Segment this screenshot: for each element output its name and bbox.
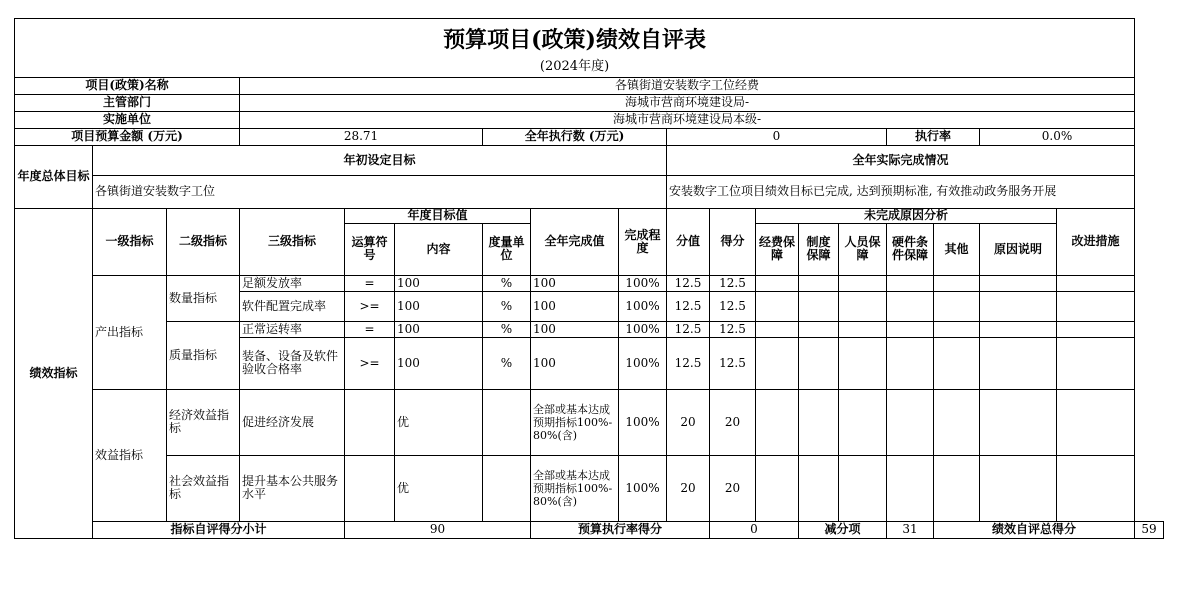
indicator-score: 20	[710, 455, 756, 521]
indicator-completion: 100%	[619, 321, 667, 337]
dept-value: 海城市营商环境建设局-	[240, 94, 1135, 111]
indicator-value: 12.5	[667, 291, 710, 321]
benefit-group: 效益指标	[93, 389, 167, 521]
indicator-name: 促进经济发展	[240, 389, 345, 455]
indicator-completion: 100%	[619, 389, 667, 455]
staff-header: 人员保障	[839, 223, 887, 275]
indicator-actual: 100	[531, 321, 619, 337]
indicator-content: 100	[395, 337, 483, 389]
indicator-name: 正常运转率	[240, 321, 345, 337]
level2-header: 二级指标	[167, 208, 240, 275]
improve-header: 改进措施	[1057, 208, 1135, 275]
unit-header: 度量单位	[483, 223, 531, 275]
dept-label: 主管部门	[15, 94, 240, 111]
score-value-header: 分值	[667, 208, 710, 275]
actual-goal-text: 安装数字工位项目绩效目标已完成, 达到预期标准, 有效推动政务服务开展	[667, 175, 1135, 208]
indicator-name: 软件配置完成率	[240, 291, 345, 321]
actual-goal-header: 全年实际完成情况	[667, 145, 1135, 175]
indicator-completion: 100%	[619, 455, 667, 521]
indicator-completion: 100%	[619, 275, 667, 291]
quantity-group: 数量指标	[167, 275, 240, 321]
indicator-op: >=	[345, 291, 395, 321]
indicator-actual: 100	[531, 275, 619, 291]
deduct-value: 31	[887, 521, 934, 538]
indicator-completion: 100%	[619, 337, 667, 389]
annual-goal-label: 年度总体目标	[15, 145, 93, 208]
social-group: 社会效益指标	[167, 455, 240, 521]
subtotal-label: 指标自评得分小计	[93, 521, 345, 538]
indicator-actual: 全部或基本达成预期指标100%-80%(含)	[531, 455, 619, 521]
indicator-value: 20	[667, 455, 710, 521]
evaluation-table	[14, 18, 1164, 539]
unit-value: 海城市营商环境建设局本级-	[240, 111, 1135, 128]
budget-rate-score-value: 0	[710, 521, 799, 538]
indicator-content: 优	[395, 389, 483, 455]
unit-label: 实施单位	[15, 111, 240, 128]
hardware-header: 硬件条件保障	[887, 223, 934, 275]
quality-group: 质量指标	[167, 321, 240, 389]
indicator-actual: 100	[531, 291, 619, 321]
indicator-unit	[483, 455, 531, 521]
indicator-op: >=	[345, 337, 395, 389]
indicator-value: 12.5	[667, 321, 710, 337]
indicator-score: 12.5	[710, 321, 756, 337]
reason-analysis-header: 未完成原因分析	[756, 208, 1057, 223]
indicator-unit	[483, 389, 531, 455]
level3-header: 三级指标	[240, 208, 345, 275]
indicator-unit: %	[483, 291, 531, 321]
indicator-unit: %	[483, 275, 531, 291]
indicator-score: 12.5	[710, 275, 756, 291]
rate-label: 执行率	[887, 128, 980, 145]
economic-group: 经济效益指标	[167, 389, 240, 455]
indicator-content: 100	[395, 321, 483, 337]
indicator-value: 20	[667, 389, 710, 455]
score-header: 得分	[710, 208, 756, 275]
total-score-label: 绩效自评总得分	[934, 521, 1135, 538]
total-score-value: 59	[1135, 521, 1164, 538]
indicator-content: 100	[395, 275, 483, 291]
output-group: 产出指标	[93, 275, 167, 389]
indicator-name: 装备、设备及软件验收合格率	[240, 337, 345, 389]
rate-value: 0.0%	[980, 128, 1135, 145]
other-header: 其他	[934, 223, 980, 275]
indicator-value: 12.5	[667, 337, 710, 389]
evaluation-sheet	[14, 18, 1164, 539]
indicator-value: 12.5	[667, 275, 710, 291]
indicator-unit: %	[483, 321, 531, 337]
op-header: 运算符号	[345, 223, 395, 275]
initial-goal-header: 年初设定目标	[93, 145, 667, 175]
funds-header: 经费保障	[756, 223, 799, 275]
deduct-label: 减分项	[799, 521, 887, 538]
system-header: 制度保障	[799, 223, 839, 275]
indicator-score: 12.5	[710, 291, 756, 321]
indicator-name: 足额发放率	[240, 275, 345, 291]
perf-indicator-label: 绩效指标	[15, 208, 93, 538]
page-title: 预算项目(政策)绩效自评表	[15, 19, 1135, 57]
indicator-op	[345, 389, 395, 455]
annual-target-header: 年度目标值	[345, 208, 531, 223]
indicator-actual: 全部或基本达成预期指标100%-80%(含)	[531, 389, 619, 455]
indicator-content: 优	[395, 455, 483, 521]
indicator-score: 20	[710, 389, 756, 455]
indicator-op	[345, 455, 395, 521]
indicator-score: 12.5	[710, 337, 756, 389]
year-subtitle: (2024年度)	[15, 57, 1135, 78]
exec-value: 0	[667, 128, 887, 145]
project-name-value: 各镇街道安装数字工位经费	[240, 77, 1135, 94]
indicator-unit: %	[483, 337, 531, 389]
completion-header: 完成程度	[619, 208, 667, 275]
exec-label: 全年执行数 (万元)	[483, 128, 667, 145]
budget-rate-score-label: 预算执行率得分	[531, 521, 710, 538]
reason-desc-header: 原因说明	[980, 223, 1057, 275]
budget-value: 28.71	[240, 128, 483, 145]
indicator-op: =	[345, 275, 395, 291]
project-name-label: 项目(政策)名称	[15, 77, 240, 94]
content-header: 内容	[395, 223, 483, 275]
indicator-content: 100	[395, 291, 483, 321]
indicator-completion: 100%	[619, 291, 667, 321]
initial-goal-text: 各镇街道安装数字工位	[93, 175, 667, 208]
indicator-op: =	[345, 321, 395, 337]
full-value-header: 全年完成值	[531, 208, 619, 275]
subtotal-value: 90	[345, 521, 531, 538]
indicator-name: 提升基本公共服务水平	[240, 455, 345, 521]
budget-label: 项目预算金额 (万元)	[15, 128, 240, 145]
level1-header: 一级指标	[93, 208, 167, 275]
indicator-actual: 100	[531, 337, 619, 389]
